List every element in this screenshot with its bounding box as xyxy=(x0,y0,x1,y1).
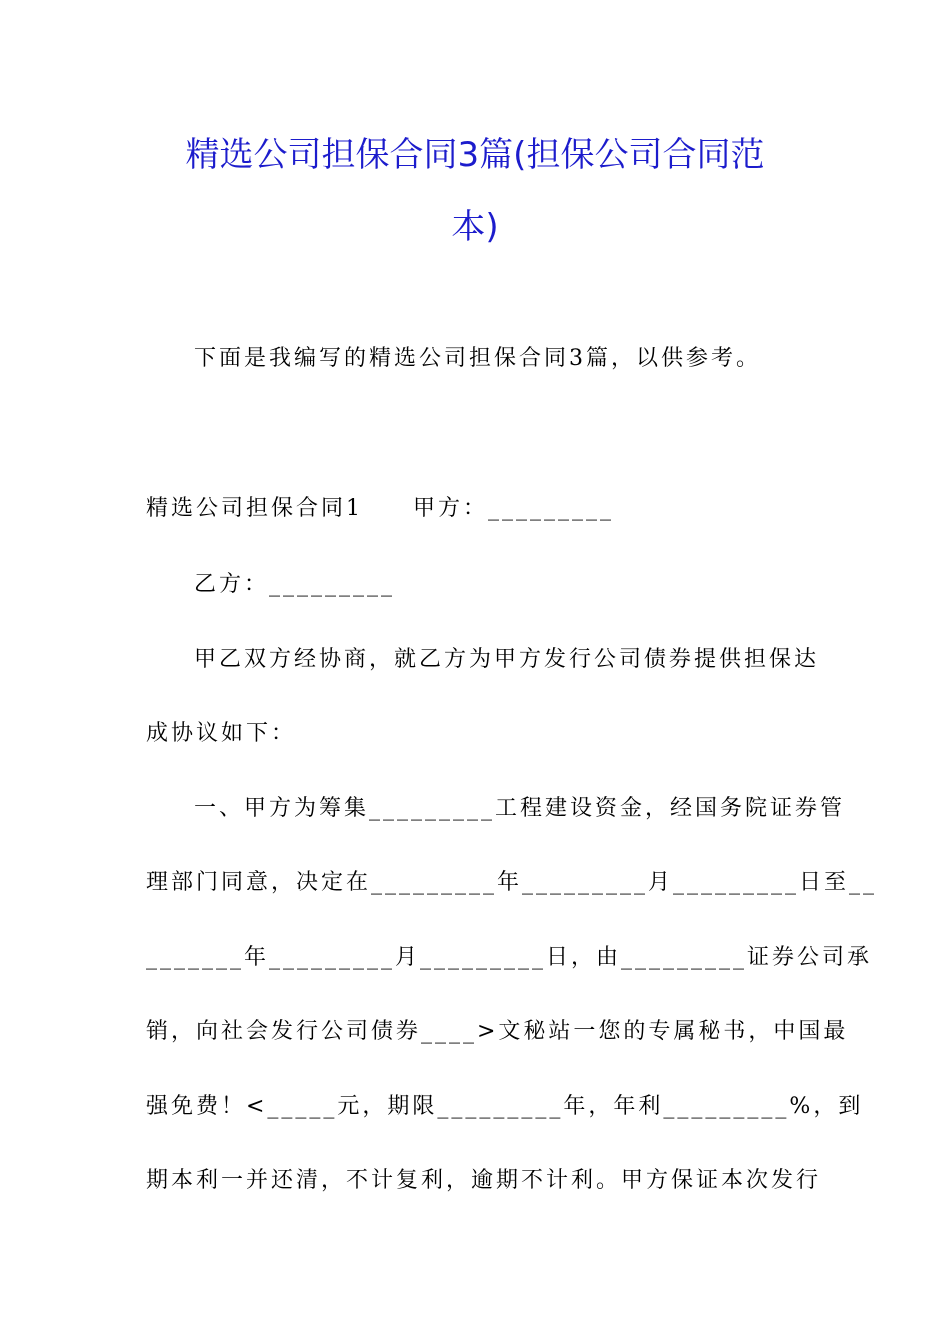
document-title-line-1: 精选公司担保合同3篇(担保公司合同范 xyxy=(185,135,765,175)
body-line: 销，向社会发行公司债券____>文秘站一您的专属秘书，中国最 xyxy=(146,1019,849,1044)
body-line: 成协议如下： xyxy=(146,721,297,746)
body-line: 期本利一并还清，不计复利，逾期不计利。甲方保证本次发行 xyxy=(146,1168,822,1193)
body-line: 理部门同意，决定在_________年_________月_________日至__ xyxy=(146,870,878,895)
contract-heading: 精选公司担保合同1 甲方：_________ xyxy=(146,496,614,521)
body-line: _______年_________月_________日，由_________证券公司承 xyxy=(146,945,873,970)
body-line: 甲乙双方经协商，就乙方为甲方发行公司债券提供担保达 xyxy=(194,647,820,672)
body-line: 一、甲方为筹集_________工程建设资金，经国务院证券管 xyxy=(194,796,846,821)
intro-paragraph: 下面是我编写的精选公司担保合同3篇，以供参考。 xyxy=(194,346,761,371)
document-title-line-2: 本) xyxy=(451,207,499,247)
party-b-line: 乙方：_________ xyxy=(194,572,396,597)
body-line: 强免费！<_____元，期限_________年，年利_________%，到 xyxy=(146,1094,864,1119)
